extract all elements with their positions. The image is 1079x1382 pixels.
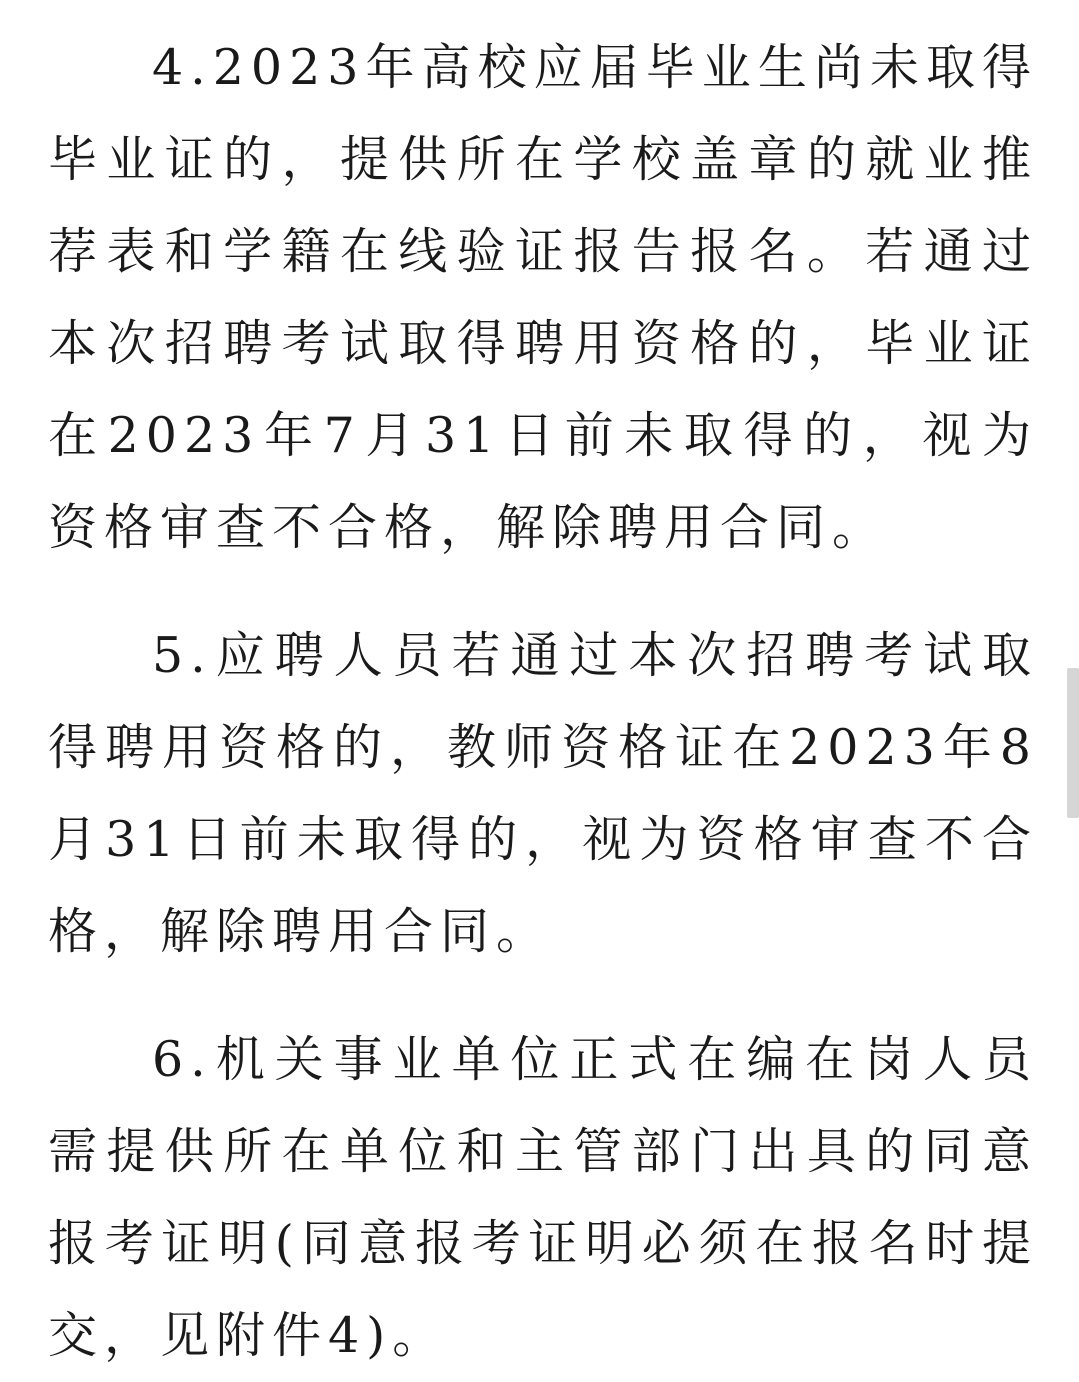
paragraph-item-4: 4.2023年高校应届毕业生尚未取得毕业证的，提供所在学校盖章的就业推荐表和学籍在线验证报告报名。若通过本次招聘考试取得聘用资格的，毕业证在2023年7月31日前未取得的，视为资格审查不合格，解除聘用合同。 (48, 39, 1038, 556)
paragraph-item-6: 6.机关事业单位正式在编在岗人员需提供所在单位和主管部门出具的同意报考证明(同意报考证明必须在报名时提交，见附件4)。 (48, 1031, 1038, 1364)
vertical-scrollbar[interactable] (1067, 668, 1079, 818)
paragraph-item-5: 5.应聘人员若通过本次招聘考试取得聘用资格的，教师资格证在2023年8月31日前未取得的，视为资格审查不合格，解除聘用合同。 (48, 627, 1038, 960)
document-body (48, 22, 1038, 1382)
